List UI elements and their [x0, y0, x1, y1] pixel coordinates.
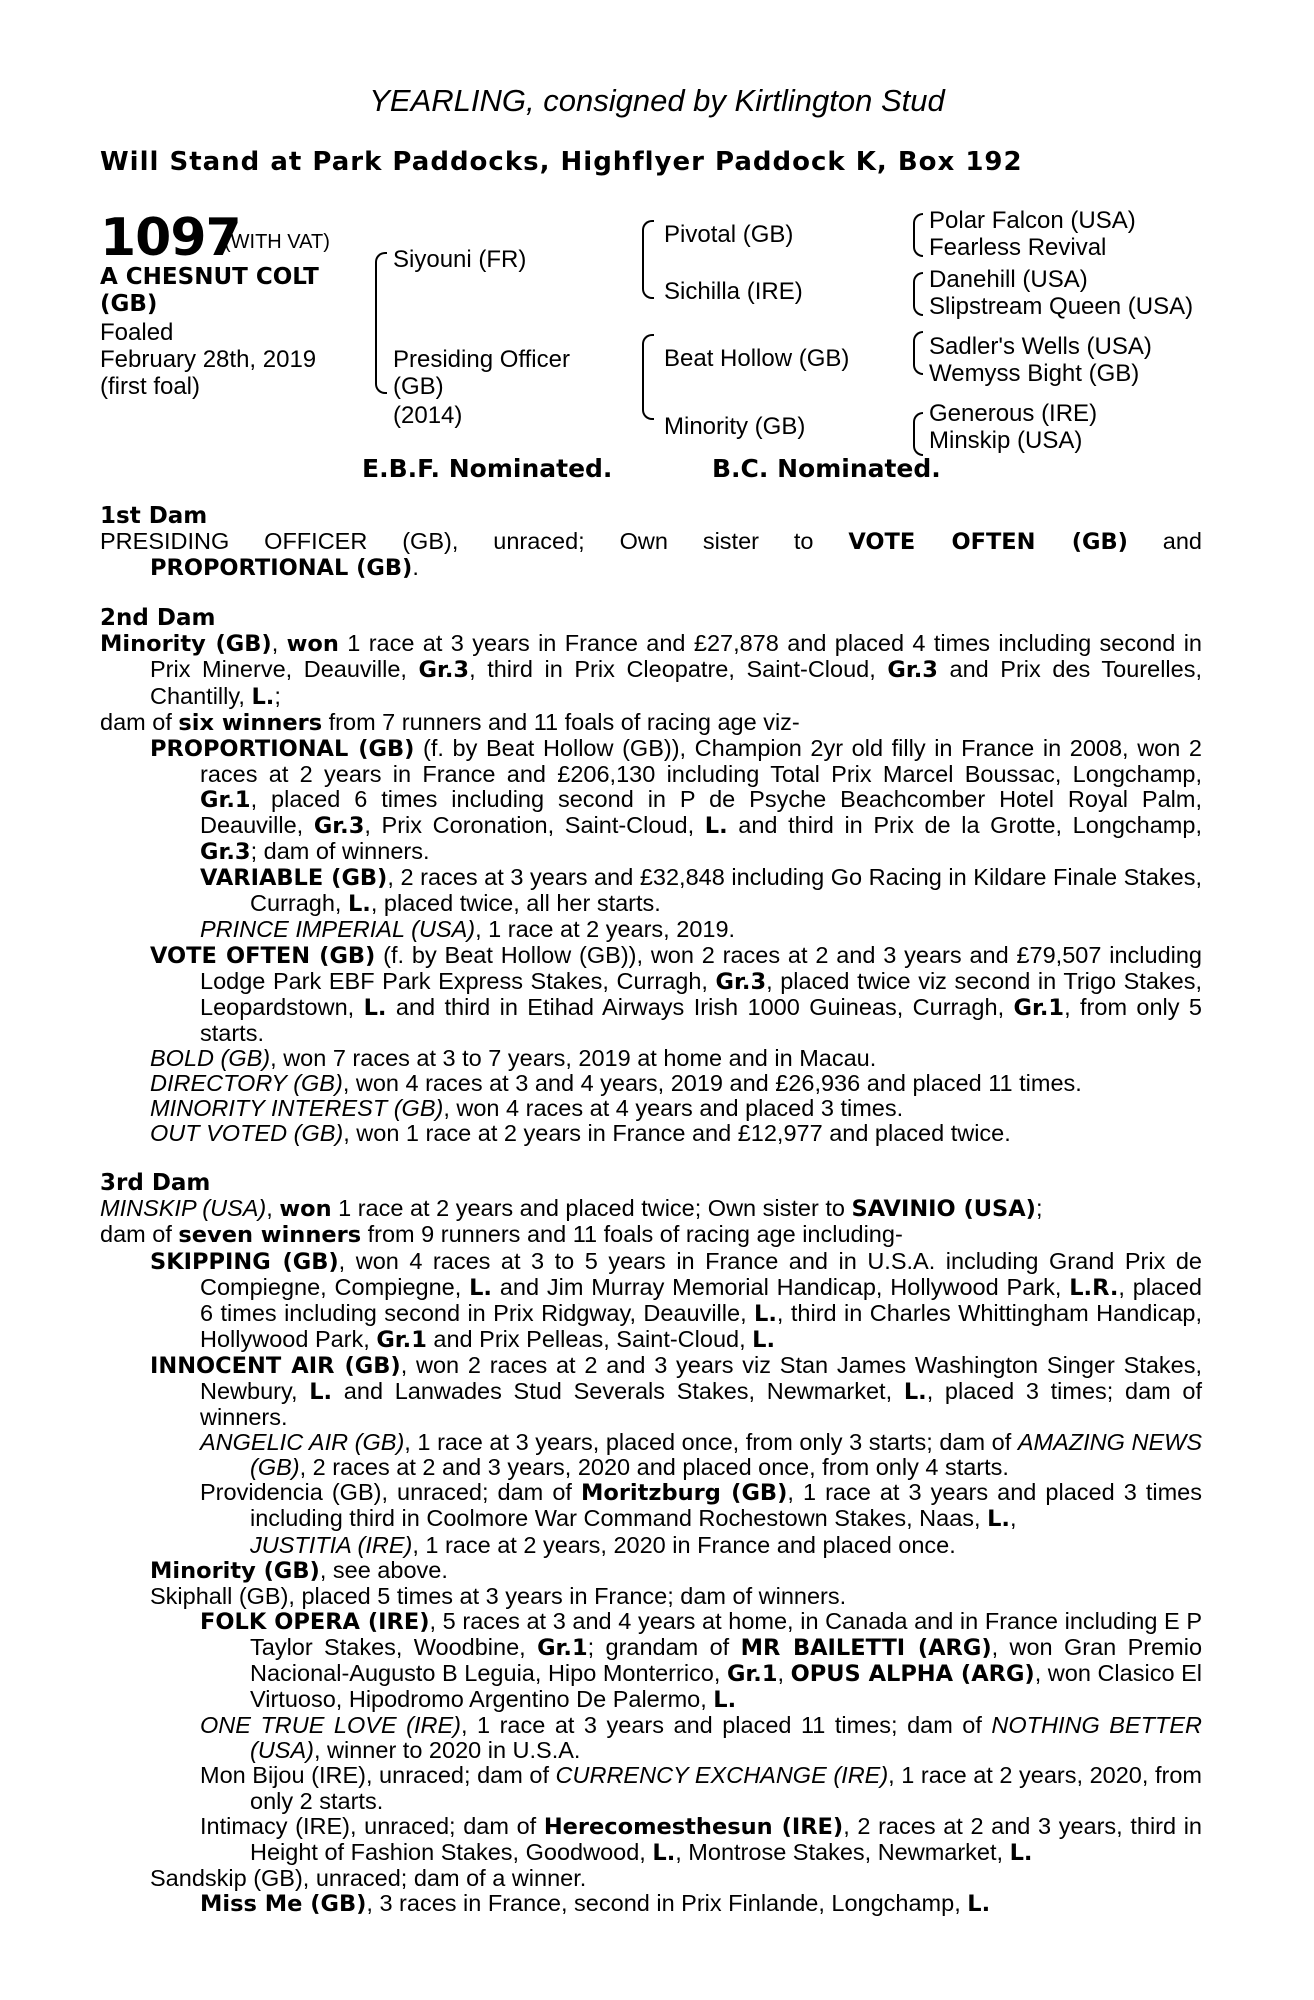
produce-entry: VARIABLE (GB), 2 races at 3 years and £32,848 including Go Racing in Kildare Finale Stakes, Curragh, L., placed twice, all her starts.: [200, 864, 1202, 918]
foaled-date: February 28th, 2019: [100, 346, 317, 373]
ebf-nominated: E.B.F. Nominated.: [362, 454, 613, 483]
pedigree-brace: [913, 412, 923, 456]
lot-number: 1097: [100, 208, 241, 268]
first-dam-line: PRESIDING OFFICER (GB), unraced; Own sister to VOTE OFTEN (GB) and: [100, 528, 1203, 556]
lot-description: A CHESNUT COLT: [100, 264, 319, 290]
produce-entry: DIRECTORY (GB), won 4 races at 3 and 4 years, 2019 and £26,936 and placed 11 times.: [150, 1069, 1082, 1096]
produce-entry: Intimacy (IRE), unraced; dam of Herecomesthesun (IRE), 2 races at 2 and 3 years, third in Height of Fashion Stakes, Goodwood, L., Montrose Stakes, Newmarket, L.: [200, 1812, 1202, 1866]
pedigree-brace: [913, 272, 923, 316]
produce-entry: OUT VOTED (GB), won 1 race at 2 years in France and £12,977 and placed twice.: [150, 1120, 1011, 1147]
produce-entry: Sandskip (GB), unraced; dam of a winner.: [150, 1864, 587, 1891]
dam-dam: Minority (GB): [664, 413, 806, 440]
produce-entry: Skiphall (GB), placed 5 times at 3 years in France; dam of winners.: [150, 1582, 847, 1609]
produce-entry: JUSTITIA (IRE), 1 race at 2 years, 2020 in France and placed once.: [250, 1531, 956, 1558]
page-title: YEARLING, consigned by Kirtlington Stud: [369, 83, 945, 118]
produce-entry: Minority (GB), see above.: [150, 1556, 448, 1584]
dam-sire: Beat Hollow (GB): [664, 345, 850, 372]
produce-entry: VOTE OFTEN (GB) (f. by Beat Hollow (GB)), won 2 races at 2 and 3 years and £79,507 including Lodge Park EBF Park Express Stakes, Curragh, Gr.3, placed twice viz second in Trigo Stakes, Leopardstown, L. and third in Etihad Airways Irish 1000 Guineas, Curragh, Gr.1, from only 5 starts.: [150, 941, 1203, 1046]
produce-entry: INNOCENT AIR (GB), won 2 races at 2 and 3 years viz Stan James Washington Singer Stakes, Newbury, L. and Lanwades Stud Severals Stakes, Newmarket, L., placed 3 times; dam of winners.: [150, 1351, 1203, 1431]
produce-entry: FOLK OPERA (IRE), 5 races at 3 and 4 years at home, in Canada and in France including E P Taylor Stakes, Woodbine, Gr.1; grandam of MR BAILETTI (ARG), won Gran Premio Nacional-Augusto B Leguia, Hipo Monterrico, Gr.1, OPUS ALPHA (ARG), won Clasico El Virtuoso, Hipodromo Argentino De Palermo, L.: [200, 1607, 1203, 1714]
first-dam-heading: 1st Dam: [100, 503, 208, 529]
pedigree-brace: [642, 220, 654, 299]
produce-entry: ANGELIC AIR (GB), 1 race at 3 years, placed once, from only 3 starts; dam of AMAZING NEWS (GB), 2 races at 2 and 3 years, 2020 and placed once, from only 4 starts.: [200, 1429, 1202, 1481]
produce-entry: PROPORTIONAL (GB) (f. by Beat Hollow (GB)), Champion 2yr old filly in France in 2008, won 2 races at 2 years in France and £206,130 including Total Prix Marcel Boussac, Longchamp, Gr.1, placed 6 times including second in P de Psyche Beachcomber Hotel Royal Palm, Deauville, Gr.3, Prix Coronation, Saint-Cloud, L. and third in Prix de la Grotte, Longchamp, Gr.3; dam of winners.: [150, 734, 1203, 866]
first-dam-line-cont: PROPORTIONAL (GB).: [150, 554, 419, 582]
sire: Siyouni (FR): [393, 246, 527, 273]
third-dam-produce-summary: dam of seven winners from 9 runners and 11 foals of racing age including-: [100, 1221, 903, 1249]
ancestor: Sadler's Wells (USA): [929, 333, 1152, 360]
ancestor: Wemyss Bight (GB): [929, 360, 1140, 387]
ancestor: Slipstream Queen (USA): [929, 293, 1194, 320]
lot-description-country: (GB): [100, 291, 158, 317]
produce-entry: ONE TRUE LOVE (IRE), 1 race at 3 years and placed 11 times; dam of NOTHING BETTER (USA), winner to 2020 in U.S.A.: [200, 1712, 1202, 1764]
produce-entry: Mon Bijou (IRE), unraced; dam of CURRENCY EXCHANGE (IRE), 1 race at 2 years, 2020, from only 2 starts.: [200, 1762, 1202, 1814]
second-dam-heading: 2nd Dam: [100, 605, 216, 632]
pedigree-brace: [913, 213, 923, 257]
produce-entry: Providencia (GB), unraced; dam of Moritzburg (GB), 1 race at 3 years and placed 3 times including third in Coolmore War Command Rochestown Stakes, Naas, L.,: [200, 1479, 1202, 1533]
foaled-label: Foaled: [100, 319, 174, 346]
produce-entry: BOLD (GB), won 7 races at 3 to 7 years, 2019 at home and in Macau.: [150, 1044, 877, 1071]
ancestor: Fearless Revival: [929, 234, 1107, 261]
produce-entry: Miss Me (GB), 3 races in France, second in Prix Finlande, Longchamp, L.: [200, 1889, 991, 1917]
ancestor: Generous (IRE): [929, 400, 1098, 427]
dam-country: (GB): [393, 373, 444, 400]
bc-nominated: B.C. Nominated.: [712, 454, 941, 483]
produce-entry: SKIPPING (GB), won 4 races at 3 to 5 years in France and in U.S.A. including Grand Prix de Compiegne, Compiegne, L. and Jim Murray Memorial Handicap, Hollywood Park, L.R., placed 6 times including second in Prix Ridgway, Deauville, L., third in Charles Whittingham Handicap, Hollywood Park, Gr.1 and Prix Pelleas, Saint-Cloud, L.: [150, 1247, 1202, 1353]
third-dam-entry: MINSKIP (USA), won 1 race at 2 years and placed twice; Own sister to SAVINIO (USA);: [100, 1195, 1043, 1223]
ancestor: Minskip (USA): [929, 427, 1083, 454]
second-dam-entry: Minority (GB), won 1 race at 3 years in France and £27,878 and placed 4 times including second in Prix Minerve, Deauville, Gr.3, third in Prix Cleopatre, Saint-Cloud, Gr.3 and Prix des Tourelles, Chantilly, L.;: [100, 630, 1202, 710]
stand-location: Will Stand at Park Paddocks, Highflyer Paddock K, Box 192: [100, 147, 1023, 177]
sire-sire: Pivotal (GB): [664, 221, 794, 248]
produce-entry: MINORITY INTEREST (GB), won 4 races at 4 years and placed 3 times.: [150, 1095, 904, 1122]
ancestor: Polar Falcon (USA): [929, 207, 1136, 234]
pedigree-brace: [375, 252, 387, 394]
pedigree-brace: [913, 331, 923, 375]
produce-entry: PRINCE IMPERIAL (USA), 1 race at 2 years, 2019.: [200, 916, 736, 943]
second-dam-produce-summary: dam of six winners from 7 runners and 11 foals of racing age viz-: [100, 708, 800, 736]
third-dam-heading: 3rd Dam: [100, 1170, 211, 1197]
ancestor: Danehill (USA): [929, 266, 1088, 293]
foal-note: (first foal): [100, 373, 201, 400]
dam: Presiding Officer: [393, 346, 570, 373]
pedigree-brace: [642, 334, 654, 420]
lot-vat-note: (WITH VAT): [224, 231, 330, 253]
sire-dam: Sichilla (IRE): [664, 278, 803, 305]
dam-year: (2014): [393, 402, 463, 429]
catalogue-body: [100, 504, 1202, 1917]
